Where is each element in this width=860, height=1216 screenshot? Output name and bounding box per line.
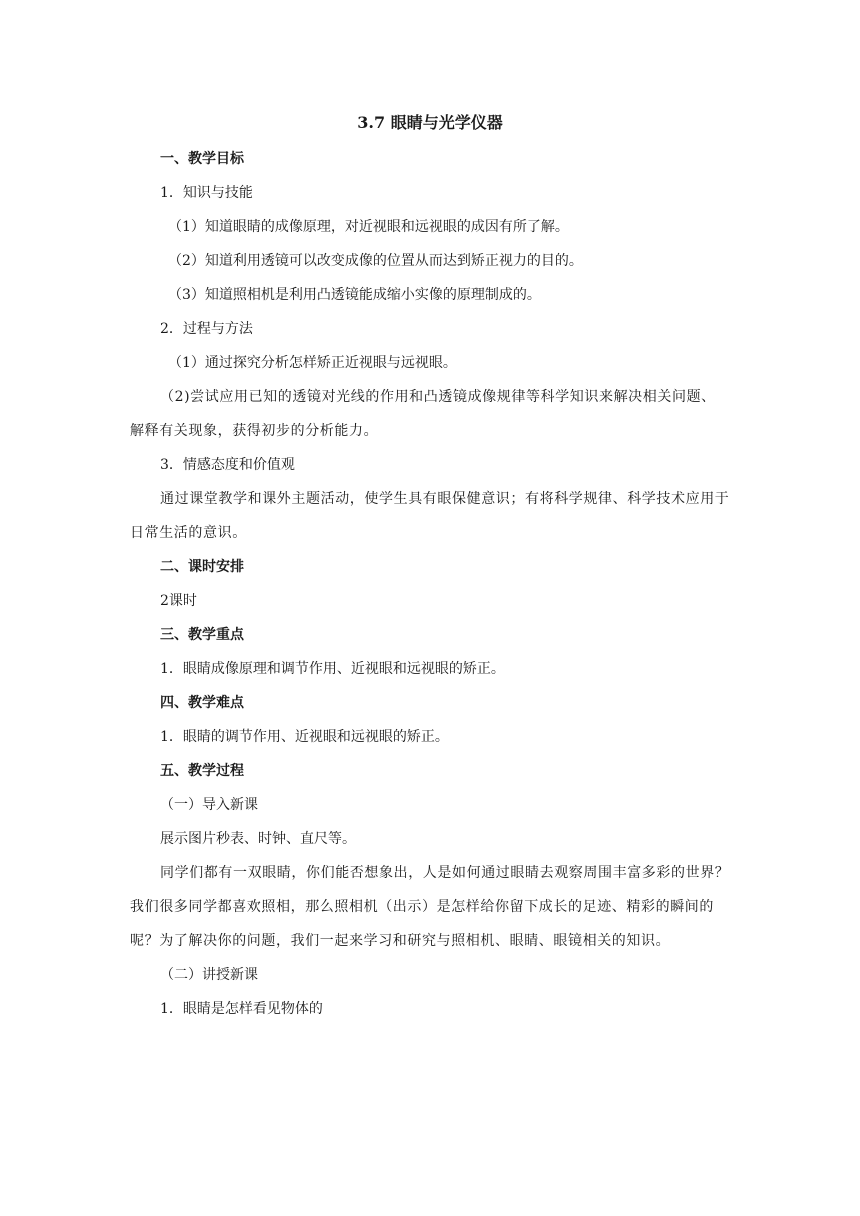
section-heading-schedule: 二、课时安排	[160, 559, 244, 575]
section-heading-objectives: 一、教学目标	[160, 151, 244, 167]
subheading-knowledge-skills: 1．知识与技能	[160, 185, 253, 201]
knowledge-item-2: （2）知道利用透镜可以改变成像的位置从而达到矫正视力的目的。	[168, 253, 583, 269]
section-heading-difficulties: 四、教学难点	[160, 695, 244, 711]
section-heading-process: 五、教学过程	[160, 763, 244, 779]
knowledge-item-3: （3）知道照相机是利用凸透镜能成缩小实像的原理制成的。	[168, 287, 541, 303]
new-lesson-text: 1．眼睛是怎样看见物体的	[160, 1001, 323, 1017]
knowledge-item-1: （1）知道眼睛的成像原理，对近视眼和远视眼的成因有所了解。	[168, 219, 569, 235]
section-heading-key-points: 三、教学重点	[160, 627, 244, 643]
subheading-new-lesson: （二）讲授新课	[160, 967, 258, 983]
difficulties-text: 1．眼睛的调节作用、近视眼和远视眼的矫正。	[160, 729, 449, 745]
key-points-text: 1．眼睛成像原理和调节作用、近视眼和远视眼的矫正。	[160, 661, 505, 677]
schedule-text: 2课时	[160, 593, 197, 609]
document-body	[130, 108, 730, 1026]
process-item-2: （2)尝试应用已知的透镜对光线的作用和凸透镜成像规律等科学知识来解决相关问题、解释有关现象，获得初步的分析能力。	[130, 389, 716, 439]
process-item-1: （1）通过探究分析怎样矫正近视眼与远视眼。	[168, 355, 457, 371]
document-title: 3.7 眼睛与光学仪器	[357, 113, 503, 132]
introduction-text: 展示图片秒表、时钟、直尺等。	[160, 831, 356, 847]
subheading-attitude-values: 3．情感态度和价值观	[160, 457, 295, 473]
attitude-paragraph: 通过课堂教学和课外主题活动，使学生具有眼保健意识；有将科学规律、科学技术应用于日常生活的意识。	[130, 491, 730, 541]
introduction-paragraph: 同学们都有一双眼睛，你们能否想象出，人是如何通过眼睛去观察周围丰富多彩的世界？我们很多同学都喜欢照相，那么照相机（出示）是怎样给你留下成长的足迹、精彩的瞬间的呢？为了解决你的问题，我们一起来学习和研究与照相机、眼睛、眼镜相关的知识。	[130, 865, 730, 949]
subheading-process-method: 2．过程与方法	[160, 321, 253, 337]
subheading-introduction: （一）导入新课	[160, 797, 258, 813]
